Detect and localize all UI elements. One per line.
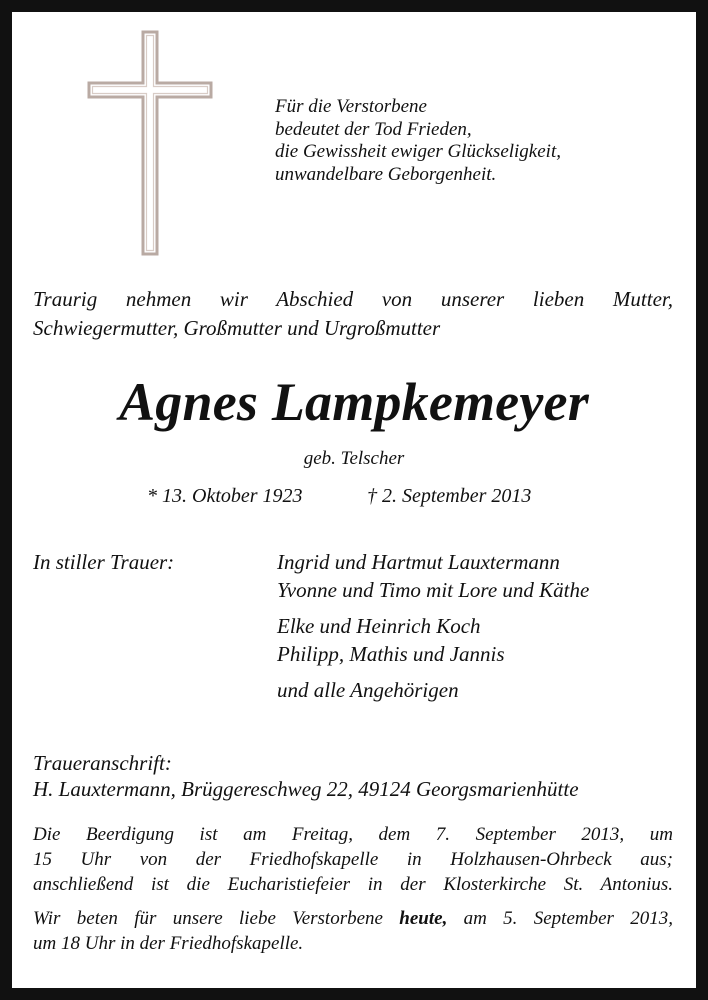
life-dates [147, 484, 532, 508]
mass-line [33, 906, 673, 931]
funeral-line: Die Beerdigung ist am Freitag, dem 7. September 2013, um [33, 824, 673, 845]
mass-text: Wir beten für unsere liebe Verstorbene [33, 908, 400, 929]
cross-icon [87, 30, 213, 256]
death-date: † 2. September 2013 [367, 485, 532, 507]
maiden-name-text: geb. Telscher [303, 448, 405, 469]
funeral-line: anschließend ist die Eucharistiefeier in der Klosterkirche St. Antonius. [33, 874, 673, 895]
quote-line: die Gewissheit ewiger Glückseligkeit, [275, 141, 561, 162]
mourner-group [277, 676, 589, 704]
birth-date: * 13. Oktober 1923 [147, 485, 303, 507]
mourner-group [277, 548, 589, 604]
intro-text [33, 285, 673, 343]
mourners-list [277, 548, 589, 712]
address-label: Traueranschrift: [33, 751, 172, 775]
quote-line: bedeutet der Tod Frieden, [275, 118, 472, 140]
mourner-line: Elke und Heinrich Koch [277, 614, 481, 638]
mass-line: um 18 Uhr in der Friedhofskapelle. [33, 933, 304, 954]
mourning-address [33, 750, 579, 802]
mourner-line: Yvonne und Timo mit Lore und Käthe [277, 578, 590, 602]
mourner-line: Ingrid und Hartmut Lauxtermann [277, 550, 560, 574]
intro-line: Traurig nehmen wir Abschied von unserer lieben Mutter, [33, 287, 673, 311]
quote-line: unwandelbare Geborgenheit. [275, 163, 497, 185]
mass-highlight: heute, [399, 908, 448, 929]
mourner-line: und alle Angehörigen [277, 678, 459, 702]
maiden-name [0, 448, 708, 470]
deceased-name: Agnes Lampkemeyer [119, 372, 589, 432]
quote-line: Für die Verstorbene [275, 96, 427, 117]
mourner-line: Philipp, Mathis und Jannis [277, 642, 505, 666]
funeral-info [33, 822, 673, 897]
quote-block [275, 96, 561, 186]
mourners-label: In stiller Trauer: [33, 550, 175, 574]
mourner-group [277, 612, 589, 668]
intro-line: Schwiegermutter, Großmutter und Urgroßmutter [33, 316, 441, 340]
funeral-line: 15 Uhr von der Friedhofskapelle in Holzhausen-Ohrbeck aus; [33, 849, 673, 870]
address-value: H. Lauxtermann, Brüggereschweg 22, 49124 Georgsmarienhütte [33, 777, 579, 801]
mass-text: am 5. September 2013, [447, 908, 673, 929]
mass-info [33, 906, 673, 956]
